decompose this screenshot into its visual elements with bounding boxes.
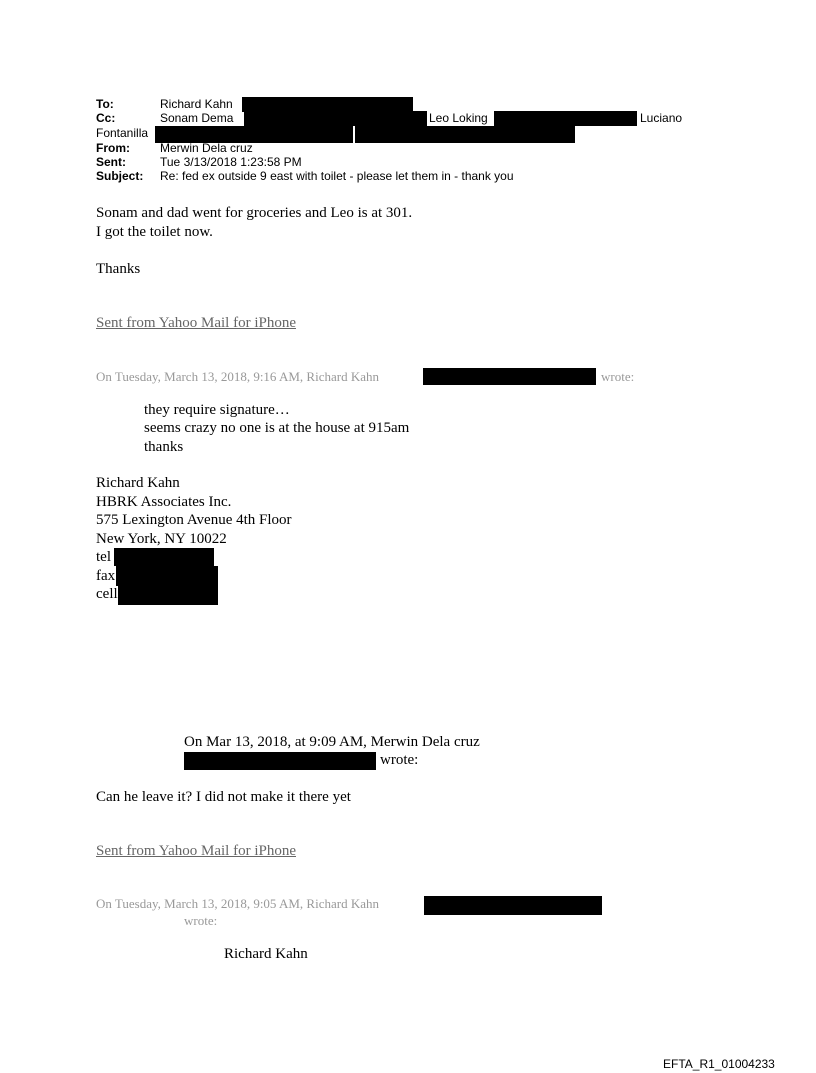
sent-value: Tue 3/13/2018 1:23:58 PM — [160, 155, 302, 169]
cc-value-3: Luciano — [640, 111, 683, 125]
to-value: Richard Kahn — [160, 97, 233, 111]
signature-name: Richard Kahn — [96, 475, 180, 491]
sent-from-link[interactable]: Sent from Yahoo Mail for iPhone — [96, 843, 296, 859]
redaction-block — [423, 368, 596, 385]
cc-label: Cc: — [96, 111, 116, 125]
cc-value-4: Fontanilla — [96, 126, 149, 140]
redaction-block — [116, 566, 218, 586]
sent-from-link[interactable]: Sent from Yahoo Mail for iPhone — [96, 315, 296, 331]
quote-header: On Tuesday, March 13, 2018, 9:05 AM, Richard Kahn — [96, 896, 379, 911]
redaction-block — [424, 896, 602, 915]
fax-label: fax — [96, 568, 116, 584]
redaction-block — [118, 585, 218, 605]
sent-label: Sent: — [96, 155, 126, 169]
signature-address: 575 Lexington Avenue 4th Floor — [96, 512, 292, 528]
quote-header: On Mar 13, 2018, at 9:09 AM, Merwin Dela cruz — [184, 734, 480, 750]
signature-address: New York, NY 10022 — [96, 531, 227, 547]
signature-name: Richard Kahn — [224, 946, 308, 962]
message-thanks: Thanks — [96, 261, 141, 277]
signature-company: HBRK Associates Inc. — [96, 494, 232, 510]
quote-header-suffix: wrote: — [380, 752, 419, 768]
document-id: EFTA_R1_01004233 — [663, 1057, 775, 1071]
subject-label: Subject: — [96, 169, 144, 183]
quote-line: seems crazy no one is at the house at 915am — [144, 420, 410, 436]
redaction-block — [114, 548, 214, 566]
cc-value-2: Leo Loking — [429, 111, 488, 125]
redaction-block — [184, 752, 376, 770]
tel-label: tel — [96, 549, 111, 565]
to-label: To: — [96, 97, 114, 111]
redaction-block — [355, 126, 575, 143]
redaction-block — [242, 97, 413, 112]
cc-value-1: Sonam Dema — [160, 111, 234, 125]
from-label: From: — [96, 141, 130, 155]
quote-header-suffix: wrote: — [184, 913, 218, 928]
quote-header: On Tuesday, March 13, 2018, 9:16 AM, Richard Kahn — [96, 369, 379, 384]
message-line: Sonam and dad went for groceries and Leo is at 301. — [96, 205, 413, 221]
quote-line: they require signature… — [144, 402, 290, 418]
redaction-block — [244, 111, 427, 126]
subject-value: Re: fed ex outside 9 east with toilet - please let them in - thank you — [160, 169, 514, 183]
message-line: I got the toilet now. — [96, 224, 213, 240]
quote-line: thanks — [144, 439, 184, 455]
from-value: Merwin Dela cruz — [160, 141, 253, 155]
redaction-block — [494, 111, 637, 126]
quote-header-suffix: wrote: — [601, 369, 635, 384]
quote-body: Can he leave it? I did not make it there yet — [96, 789, 351, 805]
cell-label: cell — [96, 586, 118, 602]
